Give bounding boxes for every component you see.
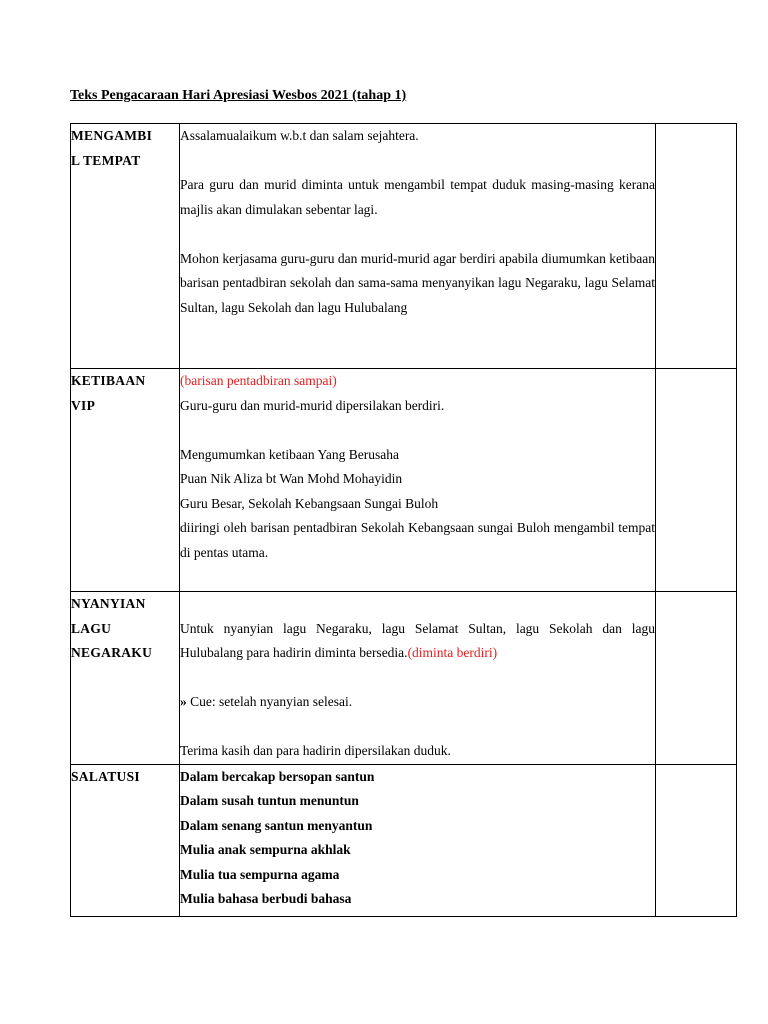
cue-text: Cue: setelah nyanyian selesai.: [186, 694, 353, 709]
section-label-nyanyian-lagu-negaraku: [71, 592, 180, 765]
table-row-ketibaan-vip: [71, 369, 737, 592]
section-content-nyanyian-lagu-negaraku: [180, 592, 656, 765]
cue-line: [180, 690, 655, 715]
cooperation-request-text: Mohon kerjasama guru-guru dan murid-murid agar berdiri apabila diumumkan ketibaan barisan pentadbiran sekolah dan sama-sama menyanyikan lagu Negaraku, lagu Selamat Sultan, lagu Sekolah dan lagu Hulubalang: [180, 250, 655, 315]
vip-name-text: Puan Nik Aliza bt Wan Mohd Mohayidin: [180, 471, 403, 486]
notes-cell: [656, 764, 737, 916]
section-label-line: MENGAMBI: [71, 128, 153, 143]
document-title: Teks Pengacaraan Hari Apresiasi Wesbos 2021 (tahap 1): [70, 88, 407, 103]
stage-direction-note: (barisan pentadbiran sampai): [180, 373, 337, 388]
anthem-instruction-paragraph: [180, 617, 655, 666]
paragraph-gap: [180, 222, 655, 247]
announcement-text: Mengumumkan ketibaan Yang Berusaha: [180, 446, 399, 462]
salatusi-line: Dalam senang santun menyantun: [180, 817, 373, 833]
notes-cell: [656, 124, 737, 369]
paragraph-gap: [180, 592, 655, 617]
paragraph-gap: [180, 715, 655, 740]
section-label-line: L TEMPAT: [71, 152, 141, 168]
stand-direction-note: (diminta berdiri): [407, 645, 498, 660]
section-content-ketibaan-vip: [180, 369, 656, 592]
script-table: [70, 123, 737, 917]
anthem-instruction-text: Untuk nyanyian lagu Negaraku, lagu Selamat Sultan, lagu Sekolah dan lagu Hulubalang para hadirin diminta bersedia.: [180, 620, 655, 660]
table-row-salatusi: [71, 764, 737, 916]
vip-title-text: Guru Besar, Sekolah Kebangsaan Sungai Buloh: [180, 495, 439, 511]
notes-cell: [656, 369, 737, 592]
salatusi-line: Dalam susah tuntun menuntun: [180, 793, 359, 808]
section-content-salatusi: [180, 764, 656, 916]
section-label-line: VIP: [71, 397, 96, 413]
notes-cell: [656, 592, 737, 765]
seating-instruction-text: Para guru dan murid diminta untuk mengambil tempat duduk masing-masing kerana majlis akan dimulakan sebentar lagi.: [180, 177, 655, 217]
table-row-mengambil-tempat: [71, 124, 737, 369]
paragraph-gap: [180, 666, 655, 691]
stand-instruction-text: Guru-guru dan murid-murid dipersilakan berdiri.: [180, 397, 445, 413]
greeting-text: Assalamualaikum w.b.t dan salam sejahtera.: [180, 128, 419, 143]
section-label-salatusi: SALATUSI: [71, 764, 180, 916]
section-label-line: LAGU: [71, 620, 112, 636]
thanks-text: Terima kasih dan para hadirin dipersilakan duduk.: [180, 743, 451, 758]
table-row-nyanyian-lagu-negaraku: [71, 592, 737, 765]
section-label-ketibaan-vip: [71, 369, 180, 592]
section-label-line: NYANYIAN: [71, 596, 146, 611]
paragraph-gap: [180, 418, 655, 443]
section-label-mengambil-tempat: [71, 124, 180, 369]
section-label-line: NEGARAKU: [71, 645, 153, 660]
section-content-mengambil-tempat: [180, 124, 656, 369]
section-label-line: KETIBAAN: [71, 373, 146, 388]
salatusi-line: Mulia anak sempurna akhlak: [180, 842, 351, 857]
salatusi-line: Mulia bahasa berbudi bahasa: [180, 891, 352, 906]
paragraph-gap: [180, 149, 655, 174]
salatusi-line: Dalam bercakap bersopan santun: [180, 768, 375, 784]
cue-arrow-icon: »: [180, 694, 187, 709]
procession-text: diiringi oleh barisan pentadbiran Sekolah Kebangsaan sungai Buloh mengambil tempat di pentas utama.: [180, 520, 655, 560]
salatusi-line: Mulia tua sempurna agama: [180, 866, 340, 882]
